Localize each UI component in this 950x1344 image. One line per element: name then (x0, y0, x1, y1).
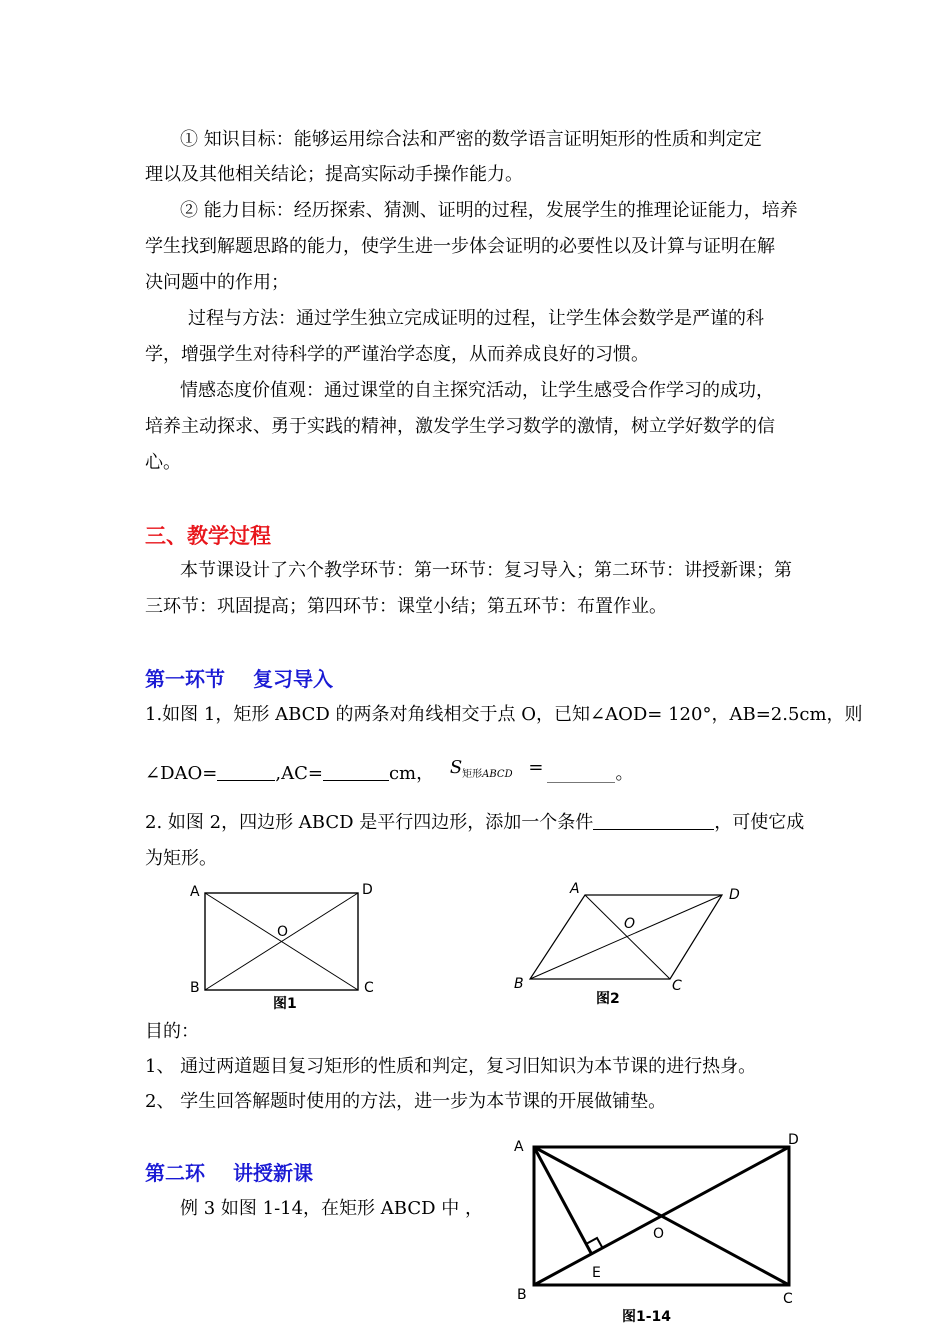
q1-area-symbol (450, 757, 513, 778)
emotion-goal-line-2: 培养主动探求、勇于实践的精神，激发学生学习数学的激情，树立学好数学的信 (145, 416, 775, 437)
fig1-label-c: C (364, 980, 374, 996)
section-intro-line-1: 本节课设计了六个教学环节：第一环节：复习导入；第二环节：讲授新课；第 (180, 560, 792, 581)
q1-area-sub-cn: 矩形 (462, 769, 483, 780)
fig2-caption: 图2 (596, 991, 620, 1007)
fig2-label-b: B (514, 976, 524, 992)
figure-2-parallelogram (510, 875, 750, 1010)
q2-text-a: 2. 如图 2，四边形 ABCD 是平行四边形，添加一个条件 (145, 812, 594, 833)
fig2-label-d: D (729, 887, 740, 903)
figure-1-14-rectangle (505, 1125, 815, 1335)
part2-heading (145, 1157, 313, 1186)
knowledge-goal-line-2: 理以及其他相关结论；提高实际动手操作能力。 (145, 164, 523, 185)
question-2-line-2: 为矩形。 (145, 848, 217, 869)
q1-dao-label: ∠DAO= (145, 763, 218, 784)
q1-ac-label: ,AC= (275, 763, 323, 784)
fig3-label-e: E (592, 1265, 601, 1281)
q2-blank (593, 811, 714, 830)
fig1-label-b: B (190, 980, 200, 996)
question-1-line-2 (145, 757, 634, 793)
part1-heading-title: 复习导入 (253, 667, 333, 691)
part2-heading-number: 第二环 (145, 1161, 205, 1185)
q1-dao-blank (217, 762, 275, 781)
q1-area-sub-abcd: ABCD (482, 769, 513, 780)
section-intro-line-2: 三环节：巩固提高；第四环节：课堂小结；第五环节：布置作业。 (145, 596, 667, 617)
q1-cm-label: cm， (388, 763, 435, 784)
ability-goal-line-3: 决问题中的作用； (145, 272, 289, 293)
ability-goal-line-2: 学生找到解题思路的能力，使学生进一步体会证明的必要性以及计算与证明在解 (145, 236, 775, 257)
q1-area-blank (547, 764, 615, 783)
purpose-item-1: 1、 通过两道题目复习矩形的性质和判定，复习旧知识为本节课的进行热身。 (145, 1056, 757, 1077)
part1-heading (145, 663, 333, 692)
emotion-goal-line-1: 情感态度价值观：通过课堂的自主探究活动，让学生感受合作学习的成功， (180, 380, 774, 401)
fig2-label-c: C (672, 978, 682, 994)
process-goal-line-2: 学，增强学生对待科学的严谨治学态度，从而养成良好的习惯。 (145, 344, 649, 365)
fig1-label-a: A (190, 884, 200, 900)
q1-area-s: S (449, 757, 463, 778)
section-heading-teaching-process: 三、教学过程 (145, 524, 271, 548)
fig1-caption: 图1 (273, 996, 297, 1012)
question-1-line-1: 1.如图 1，矩形 ABCD 的两条对角线相交于点 O，已知∠AOD= 120°，AB=2.5cm，则 (145, 704, 863, 725)
fig3-label-b: B (517, 1287, 527, 1303)
knowledge-goal-line-1: ① 知识目标：能够运用综合法和严密的数学语言证明矩形的性质和判定定 (180, 129, 762, 150)
part2-heading-title: 讲授新课 (233, 1161, 313, 1185)
q1-area-subscript (462, 769, 512, 780)
q1-ac-blank (323, 762, 389, 781)
q1-end: 。 (615, 763, 634, 784)
process-goal-line-1: 过程与方法：通过学生独立完成证明的过程，让学生体会数学是严谨的科 (188, 308, 764, 329)
fig1-label-o: O (277, 924, 289, 940)
figure-1-rectangle (188, 880, 388, 1010)
fig2-diagonal-bd (530, 895, 722, 979)
fig3-label-c: C (783, 1291, 793, 1307)
part1-heading-number: 第一环节 (145, 667, 225, 691)
fig2-label-a: A (570, 881, 580, 897)
example-3-line: 例 3 如图 1-14，在矩形 ABCD 中 ， (180, 1198, 483, 1219)
fig3-label-o: O (653, 1226, 665, 1242)
fig3-label-d: D (788, 1132, 799, 1148)
fig3-label-a: A (514, 1139, 524, 1155)
q2-text-b: ，可使它成 (714, 812, 805, 833)
fig3-caption: 图1-14 (622, 1309, 672, 1325)
question-2-line-1 (145, 811, 804, 835)
q1-equals: = (528, 757, 544, 778)
fig2-diagonal-ac (585, 895, 670, 979)
purpose-item-2: 2、 学生回答解题时使用的方法，进一步为本节课的开展做铺垫。 (145, 1091, 667, 1112)
ability-goal-line-1: ② 能力目标：经历探索、猜测、证明的过程，发展学生的推理论证能力，培养 (180, 200, 798, 221)
fig2-label-o: O (624, 916, 636, 932)
emotion-goal-line-3: 心。 (145, 452, 181, 473)
purpose-title: 目的： (145, 1021, 199, 1042)
fig1-label-d: D (362, 882, 373, 898)
